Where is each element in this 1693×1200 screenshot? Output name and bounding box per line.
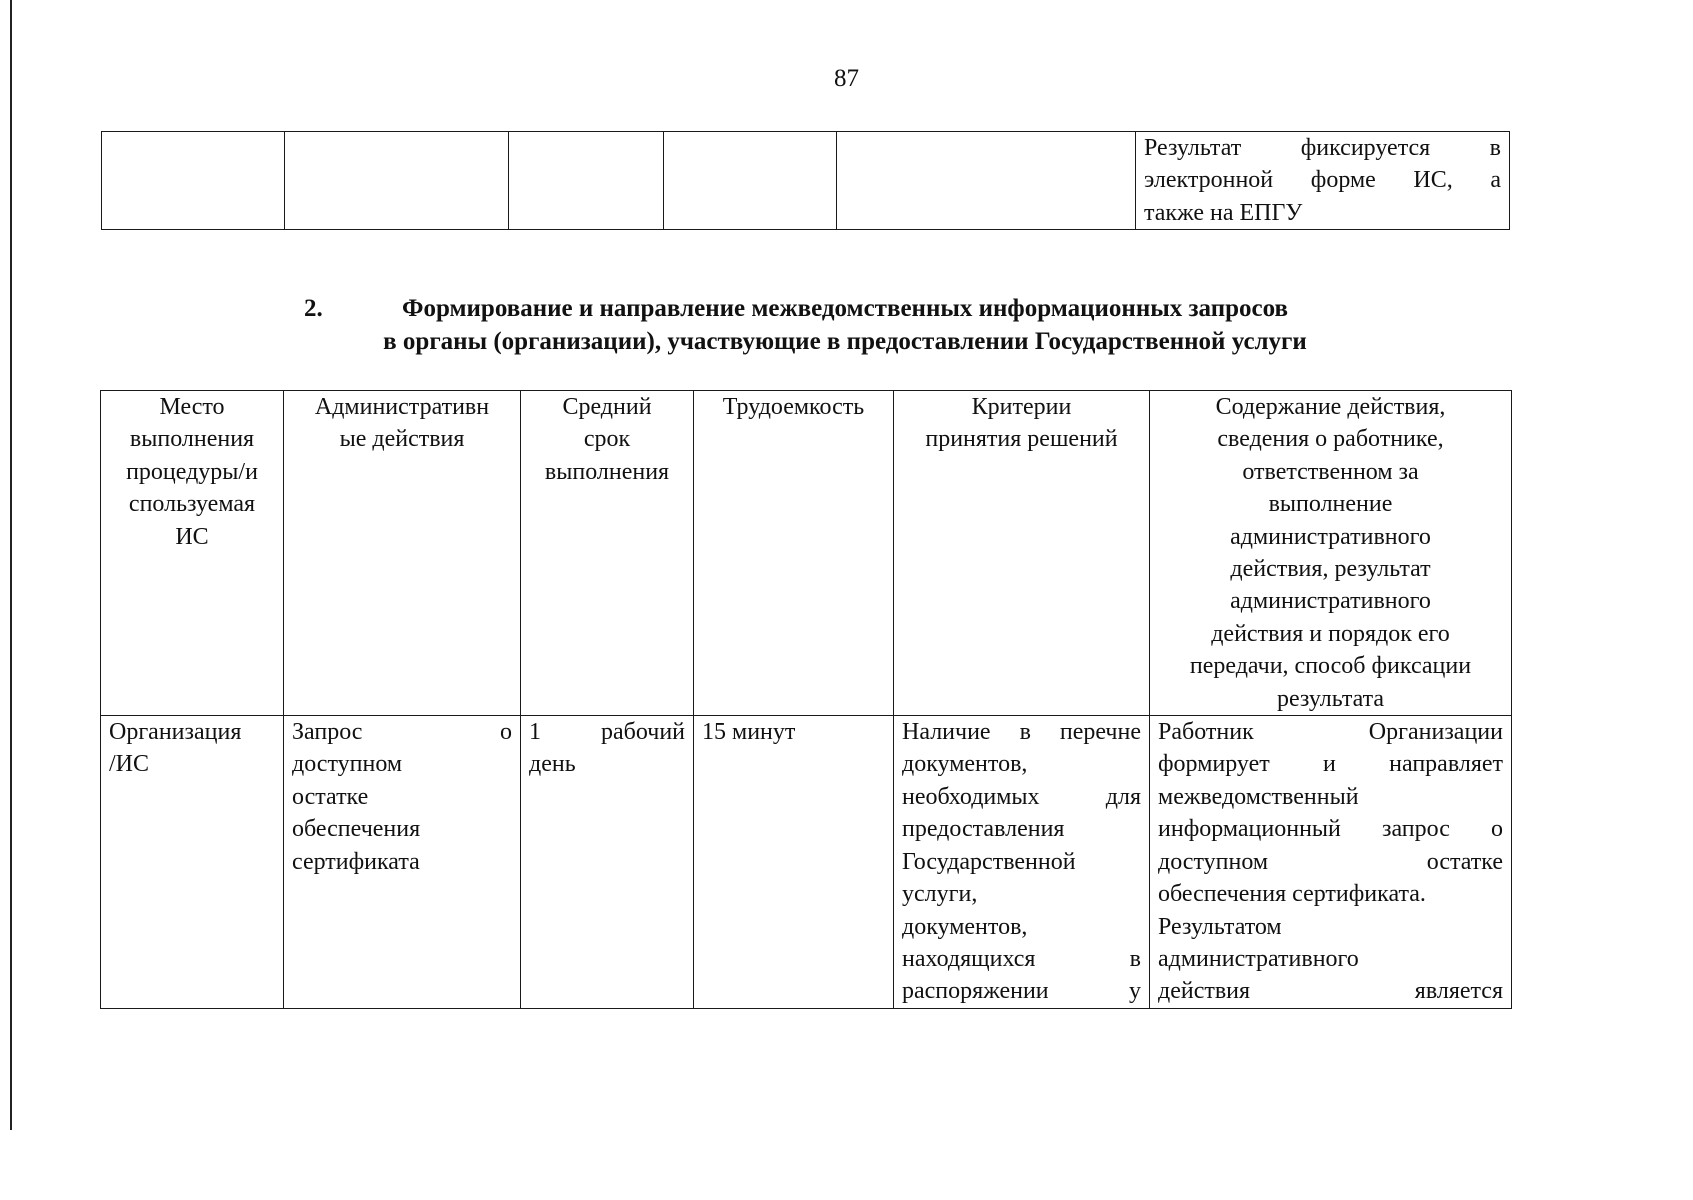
empty-cell [664,132,837,230]
header-line: передачи, способ фиксации [1189,653,1472,680]
header-line: выполнения [544,458,670,485]
section-title-line-1: Формирование и направление межведомственных информационных запросов [402,295,1288,322]
header-line: действия и порядок его [1211,620,1450,647]
empty-cell [837,132,1136,230]
cell-line: сертификата [292,848,420,875]
cell-line: формирует и направляет [1158,751,1503,778]
cell-line: действия является [1158,978,1503,1005]
procedure-table [100,390,1512,1009]
cell-line: электронной форме ИС, а [1144,167,1501,194]
continuation-table [101,131,1510,230]
cell-line: остатке [292,783,369,810]
cell-line: документов, [902,751,1028,778]
cell-line: находящихся в [902,945,1141,972]
cell-line: предоставления [902,816,1065,843]
cell-line: обеспечения сертификата. [1158,881,1426,908]
cell-term [521,716,694,1009]
empty-cell [509,132,664,230]
header-line: Средний [562,394,652,420]
header-content [1150,391,1512,716]
cell-line: межведомственный [1158,783,1359,810]
cell-line: /ИС [109,751,150,778]
section-heading [300,292,1390,358]
header-line: Трудоемкость [722,394,865,420]
header-line: административного [1230,588,1431,615]
cell-line: обеспечения [292,816,421,843]
cell-line: Запрос о [292,719,512,746]
cell-line: также на ЕПГУ [1144,199,1303,226]
cell-line: информационный запрос о [1158,816,1503,843]
header-line: выполнения [129,426,255,453]
table-header-row [101,391,1512,716]
header-line: выполнение [1268,491,1393,518]
header-line: процедуры/и [126,458,258,485]
cell-line: документов, [902,913,1028,940]
cell-labor [694,716,894,1009]
header-line: принятия решений [925,426,1118,453]
section-title-line-2: в органы (организации), участвующие в предоставлении Государственной услуги [383,328,1307,355]
header-term [521,391,694,716]
section-number: 2. [304,295,323,322]
header-line: результата [1276,685,1385,712]
header-criteria [894,391,1150,716]
header-line: Критерии [971,394,1072,420]
header-line: ответственном за [1242,458,1419,485]
result-cell [1136,132,1510,230]
header-line: административного [1230,523,1431,550]
header-labor [694,391,894,716]
page-margin-line [10,0,12,1130]
cell-line: административного [1158,945,1359,972]
cell-place [101,716,284,1009]
cell-line: Работник Организации [1158,719,1503,746]
cell-line: 15 минут [702,719,796,746]
header-line: действия, результат [1230,556,1431,583]
cell-content [1150,716,1512,1009]
header-line: ые действия [339,426,465,453]
header-line: Административн [314,394,490,420]
header-line: ИС [175,523,209,550]
header-line: срок [583,426,631,453]
cell-line: доступном [292,751,403,778]
table-row [101,716,1512,1009]
header-line: Содержание действия, [1215,394,1446,420]
cell-line: Наличие в перечне [902,719,1141,746]
cell-line: Государственной [902,848,1076,875]
cell-line: Результатом [1158,913,1282,940]
cell-line: Организация [109,719,242,746]
cell-line: распоряжении у [902,978,1141,1005]
cell-action [284,716,521,1009]
empty-cell [285,132,509,230]
cell-criteria [894,716,1150,1009]
cell-line: Результат фиксируется в [1144,135,1501,161]
header-line: спользуемая [128,491,256,518]
table-row [102,132,1510,230]
cell-line: день [529,751,576,778]
cell-line: доступном остатке [1158,848,1503,875]
header-actions [284,391,521,716]
cell-line: услуги, [902,881,978,908]
page-number: 87 [834,65,859,92]
header-place [101,391,284,716]
cell-line: необходимых для [902,783,1141,810]
header-line: Место [159,394,225,420]
empty-cell [102,132,285,230]
header-line: сведения о работнике, [1217,426,1444,453]
cell-line: 1 рабочий [529,719,685,746]
